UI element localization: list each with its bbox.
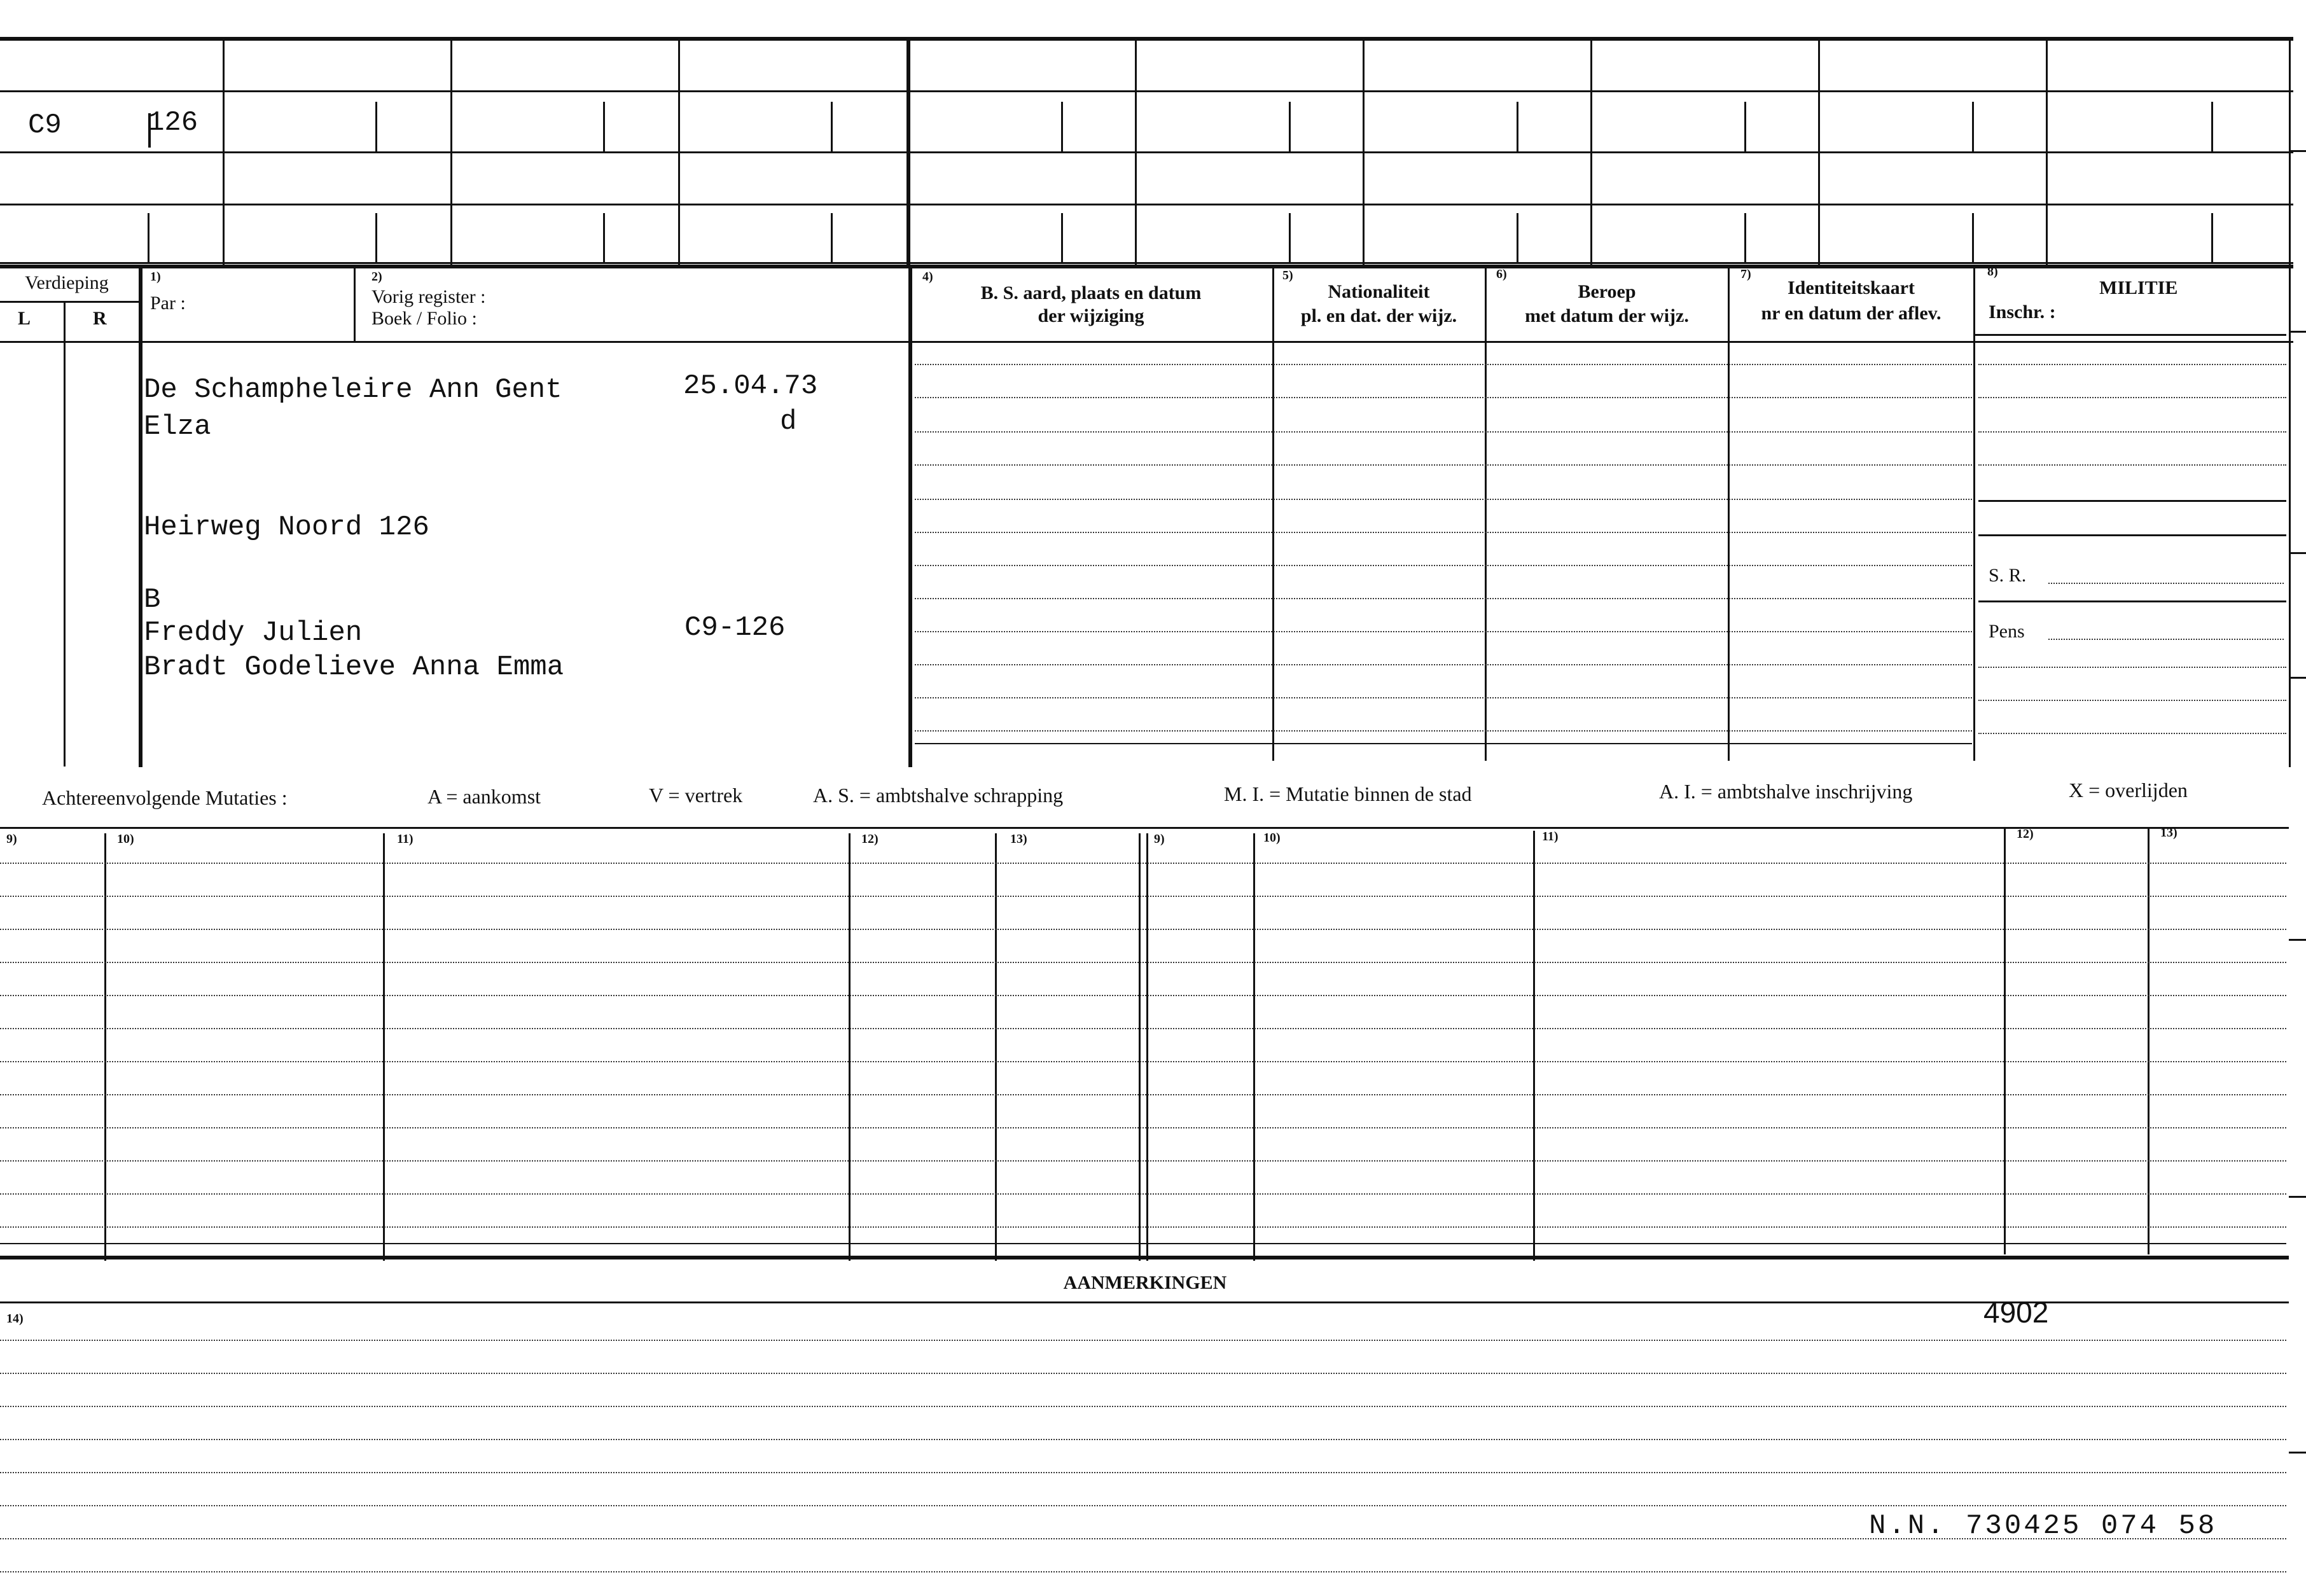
mut-col-13: 13) <box>1010 832 1027 846</box>
col-num-6: 6) <box>1496 267 1507 281</box>
verdieping-right: R <box>93 308 107 329</box>
par-label: Par : <box>150 293 186 314</box>
bs-header-line1: B. S. aard, plaats en datum <box>980 282 1202 303</box>
col-num-7: 7) <box>1740 267 1751 281</box>
mut-col-11b: 11) <box>1542 829 1559 843</box>
remarks-title: AANMERKINGEN <box>1063 1272 1227 1293</box>
mut-col-10b: 10) <box>1263 831 1281 845</box>
entry-father: Freddy Julien <box>144 617 363 649</box>
mut-col-11: 11) <box>397 832 413 846</box>
entry-name: De Schampheleire Ann <box>144 374 480 406</box>
legend-item-overlijden: X = overlijden <box>2069 779 2188 801</box>
col-num-5: 5) <box>1282 268 1293 282</box>
legend-item-mutatie: M. I. = Mutatie binnen de stad <box>1224 782 1472 805</box>
national-number: N.N. 730425 074 58 <box>1869 1510 2218 1542</box>
col-num-1: 1) <box>150 270 161 284</box>
verdieping-label: Verdieping <box>25 272 109 293</box>
col-num-8: 8) <box>1987 265 1998 279</box>
entry-first-name: Elza <box>144 411 211 443</box>
id-header-line1: Identiteitskaart <box>1788 277 1915 298</box>
legend-item-aankomst: A = aankomst <box>427 785 541 808</box>
remarks-top-border <box>0 1256 2289 1259</box>
house-code-mark <box>148 113 151 148</box>
entry-letter-b: B <box>144 584 161 616</box>
militie-title: MILITIE <box>2099 277 2178 298</box>
beroep-header-line1: Beroep <box>1578 281 1636 302</box>
entry-birthdate: 25.04.73 <box>683 370 818 402</box>
mut-col-10: 10) <box>117 832 134 846</box>
beroep-header-line2: met datum der wijz. <box>1525 305 1689 326</box>
nat-header-line1: Nationaliteit <box>1328 281 1430 302</box>
col-num-2: 2) <box>372 270 382 284</box>
entry-ref: C9-126 <box>684 612 786 644</box>
entry-letter-d: d <box>780 406 797 438</box>
entry-birthplace: Gent <box>495 374 562 406</box>
header-top-border <box>0 265 2293 268</box>
mut-col-12b: 12) <box>2017 827 2034 841</box>
house-code: 126 <box>148 107 198 139</box>
mut-col-9: 9) <box>6 832 17 846</box>
entry-mother: Bradt Godelieve Anna Emma <box>144 651 564 683</box>
boek-folio-label: Boek / Folio : <box>372 308 477 329</box>
legend-item-vertrek: V = vertrek <box>649 784 743 807</box>
bs-header-line2: der wijziging <box>1038 305 1144 326</box>
mut-col-13b: 13) <box>2160 826 2178 840</box>
verdieping-left: L <box>18 308 31 329</box>
col-num-4: 4) <box>922 270 933 284</box>
entry-address: Heirweg Noord 126 <box>144 511 429 543</box>
remarks-stamp: 4902 <box>1983 1296 2049 1329</box>
legend-item-schrapping: A. S. = ambtshalve schrapping <box>813 784 1064 807</box>
mut-col-9b: 9) <box>1154 832 1165 846</box>
header-bottom-border <box>0 341 2293 343</box>
pens-label: Pens <box>1989 621 2025 642</box>
inschr-label: Inschr. : <box>1989 302 2056 323</box>
block-code: C9 <box>28 109 62 141</box>
mutations-top-border <box>0 827 2289 829</box>
col-num-14: 14) <box>6 1312 24 1326</box>
legend-item-inschrijving: A. I. = ambtshalve inschrijving <box>1659 780 1913 803</box>
top-border <box>0 37 2293 41</box>
id-header-line2: nr en datum der aflev. <box>1761 303 1941 324</box>
mut-col-12: 12) <box>861 832 879 846</box>
sr-label: S. R. <box>1989 565 2027 586</box>
nat-header-line2: pl. en dat. der wijz. <box>1300 305 1457 326</box>
vorig-register-label: Vorig register : <box>372 286 486 307</box>
legend-title: Achtereenvolgende Mutaties : <box>42 786 288 809</box>
